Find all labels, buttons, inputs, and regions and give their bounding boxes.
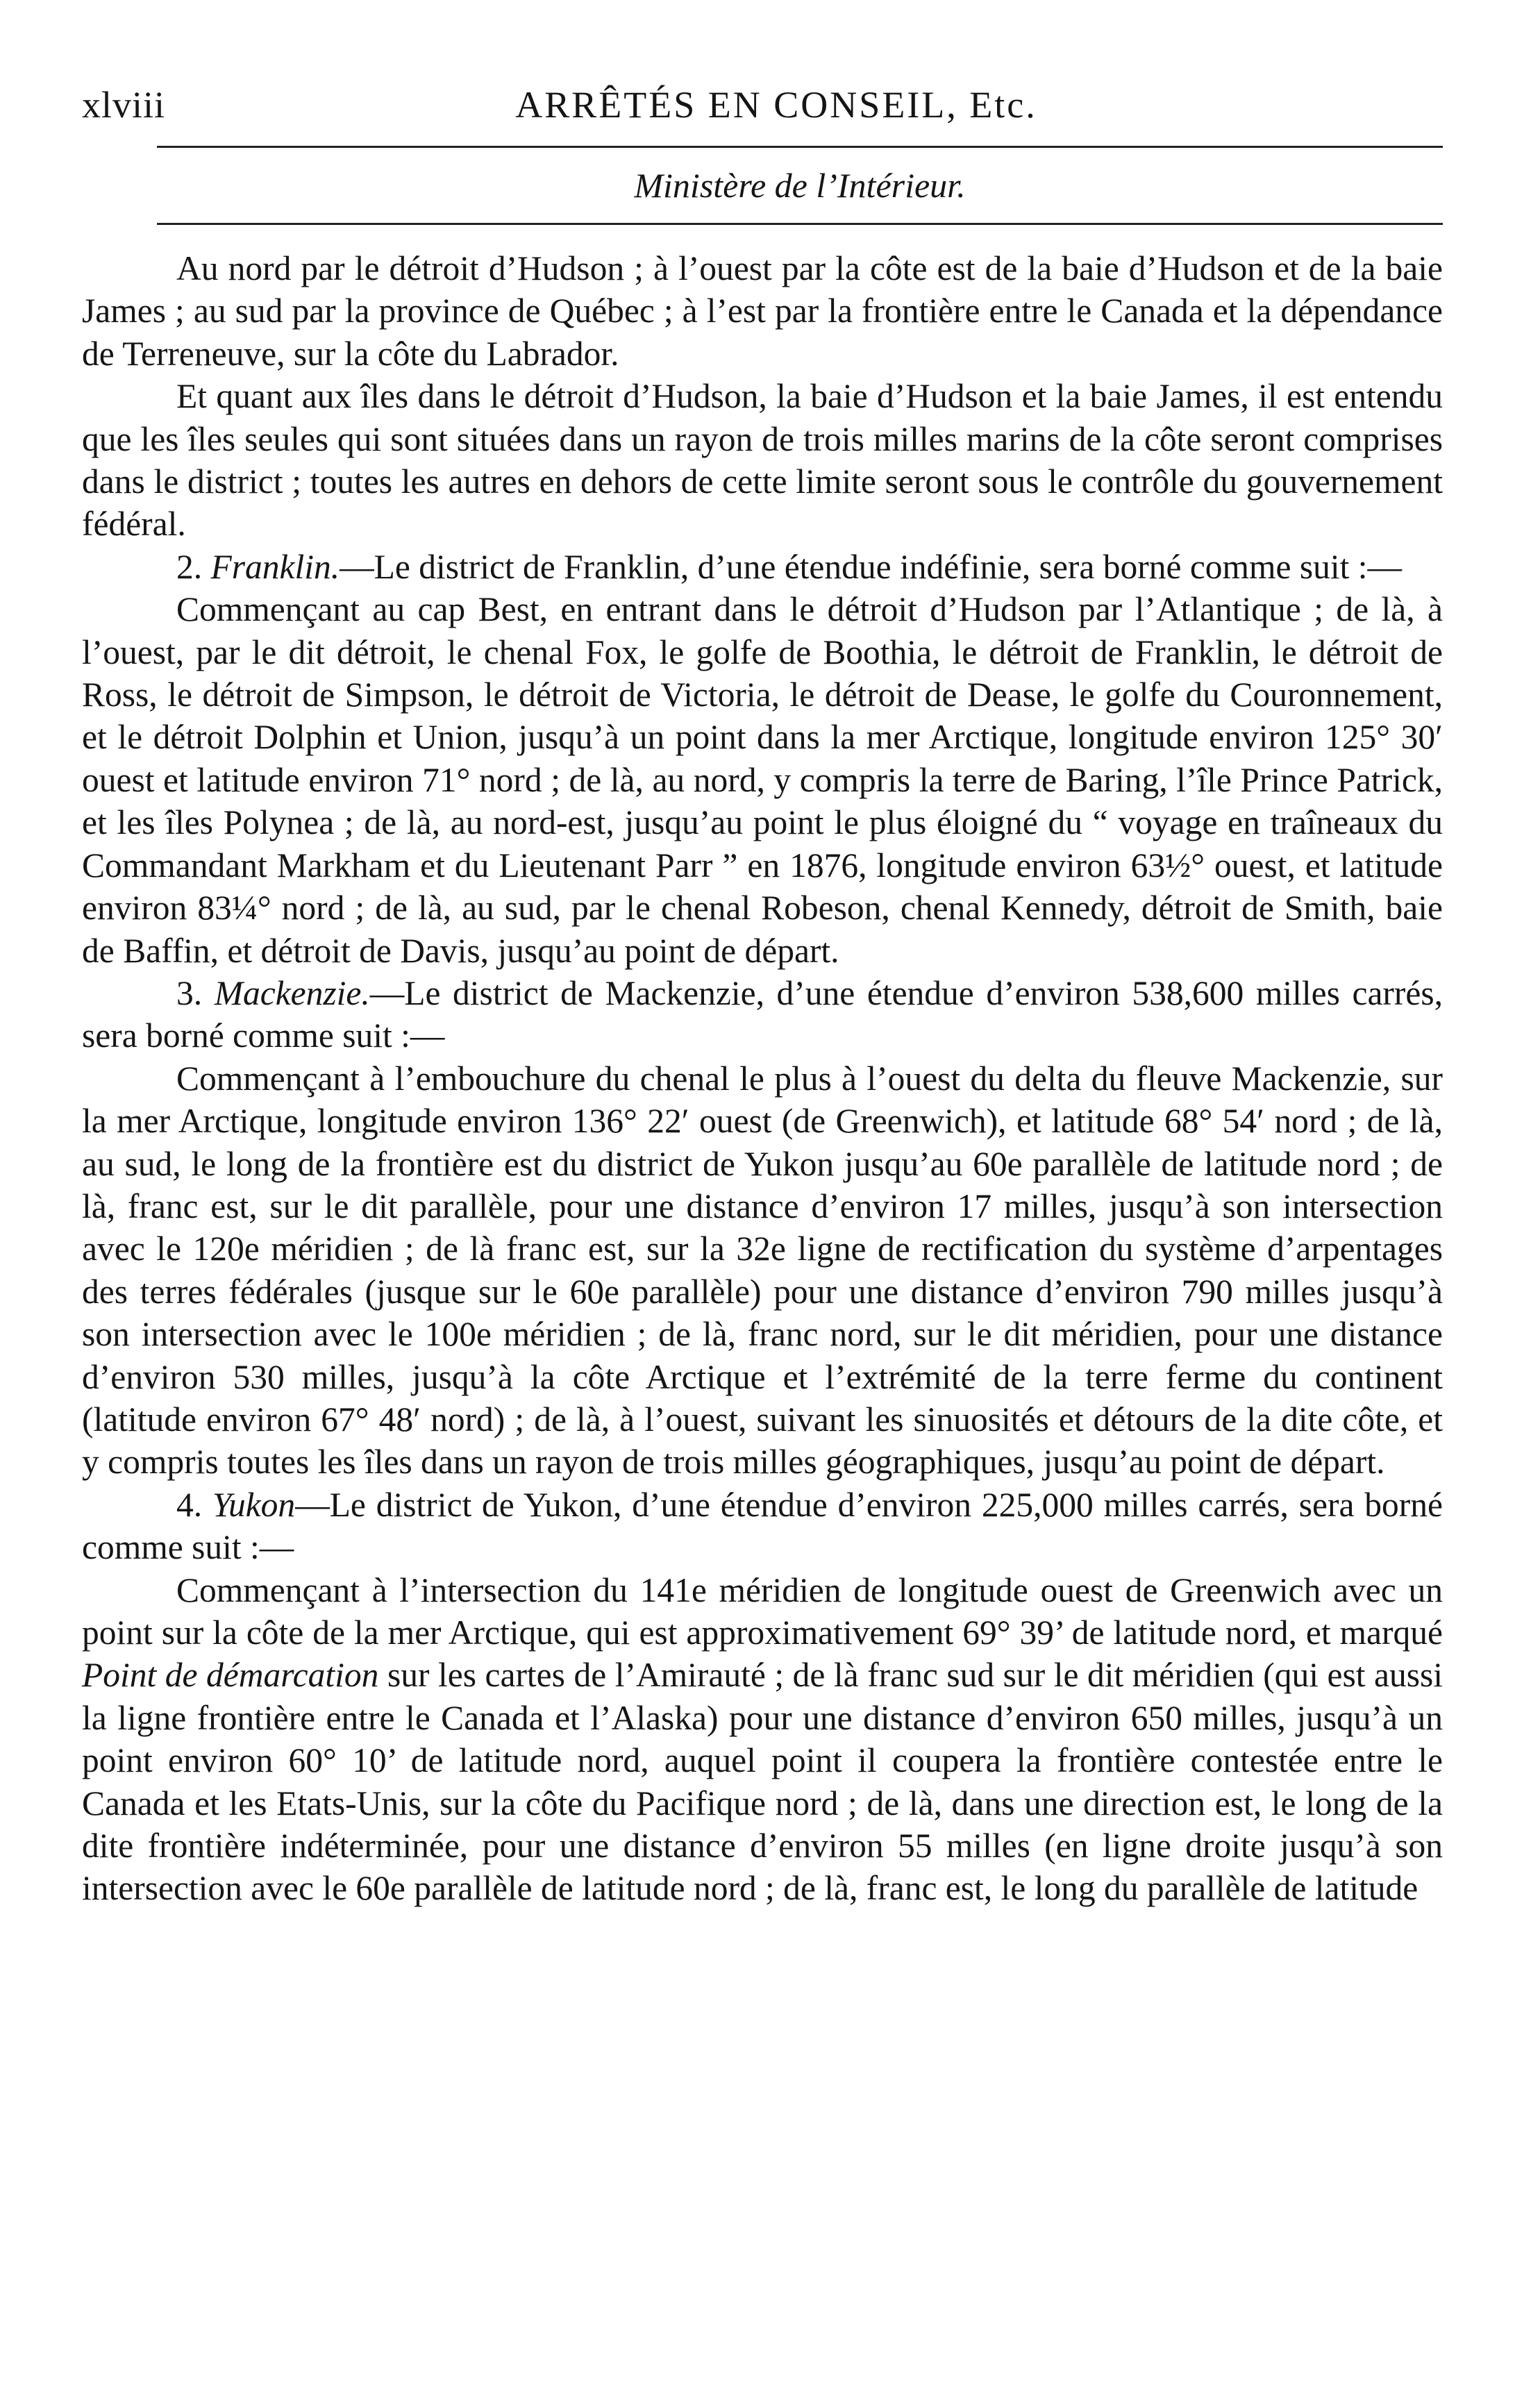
section-title: Ministère de l’Intérieur. bbox=[634, 166, 966, 205]
paragraph-text: Commençant à l’embouchure du chenal le plus à l’ouest du delta du fleuve Mackenzie, sur la mer Arctique, longitude environ 136° 22′ ouest (de Greenwich), et latitude 68° 54′ nord ; de là, au sud, le long de la frontière est du district de Yukon jusqu’au 60e parallèle de latitude nord ; de là, franc est, sur le dit parallèle, pour une distance d’environ 17 milles, jusqu’à son intersection avec le 120e méridien ; de là franc est, sur la 32e ligne de rectification du système d’arpentages des terres fédérales (jusque sur le 60e parallèle) pour une distance d’environ 790 milles jusqu’à son intersection avec le 100e méridien ; de là, franc nord, sur le dit méridien, pour une distance d’environ 530 milles, jusqu’à la côte Arctique et l’extrémité de la terre ferme du continent (latitude environ 67° 48′ nord) ; de là, à l’ouest, suivant les sinuosités et détours de la dite côte, et y compris toutes les îles dans un rayon de trois milles géographiques, jusqu’au point de départ. bbox=[82, 1059, 1443, 1482]
paragraph-text: —Le district de Mackenzie, d’une étendue d’environ 538,600 milles carrés, sera borné comme suit :— bbox=[82, 973, 1443, 1055]
paragraph-text: —Le district de Yukon, d’une étendue d’environ 225,000 milles carrés, sera borné comme suit :— bbox=[82, 1485, 1443, 1567]
paragraph-text-continued: sur les cartes de l’Amirauté ; de là franc sud sur le dit méridien (qui est aussi la ligne frontière entre le Canada et l’Alaska) pour une distance d’environ 650 milles, jusqu’à un point environ 60° 10’ de latitude nord, auquel point il coupera la frontière contestée entre le Canada et les Etats-Unis, sur la côte du Pacifique nord ; de là, dans une direction est, le long de la dite frontière indéterminée, pour une distance d’environ 55 milles (en ligne droite jusqu’à son intersection avec le 60e parallèle de latitude nord ; de là, franc est, le long du parallèle de latitude bbox=[82, 1656, 1443, 1908]
paragraph-district-franklin bbox=[82, 546, 1443, 588]
paragraph-text: Et quant aux îles dans le détroit d’Hudson, la baie d’Hudson et la baie James, il est entendu que les îles seules qui sont situées dans un rayon de trois milles marins de la côte seront comprises dans le district ; toutes les autres en dehors de cette limite seront sous le contrôle du gouvernement fédéral. bbox=[82, 377, 1443, 544]
paragraph-text: Commençant à l’intersection du 141e méridien de longitude ouest de Greenwich avec un point sur la côte de la mer Arctique, qui est approximativement 69° 39’ de latitude nord, et marqué bbox=[82, 1570, 1443, 1652]
paragraph-district-yukon bbox=[82, 1484, 1443, 1569]
paragraph bbox=[82, 375, 1443, 546]
paragraph bbox=[82, 1569, 1443, 1910]
emphasis-text: Point de démarcation bbox=[82, 1656, 379, 1695]
page-number: xlviii bbox=[82, 84, 166, 126]
section-number: 3. bbox=[176, 973, 203, 1012]
paragraph bbox=[82, 588, 1443, 972]
district-heading: Franklin. bbox=[210, 547, 340, 586]
paragraph-text: Au nord par le détroit d’Hudson ; à l’ouest par la côte est de la baie d’Hudson et de la baie James ; au sud par la province de Québec ; à l’est par la frontière entre le Canada et la dépendance de Terreneuve, sur la côte du Labrador. bbox=[82, 249, 1443, 373]
paragraph bbox=[82, 247, 1443, 375]
paragraph bbox=[82, 1057, 1443, 1484]
page bbox=[82, 69, 1443, 1910]
paragraph-text: —Le district de Franklin, d’une étendue indéfinie, sera borné comme suit :— bbox=[340, 547, 1403, 586]
district-heading: Mackenzie. bbox=[214, 973, 370, 1012]
running-title: ARRÊTÉS EN CONSEIL, Etc. bbox=[515, 84, 1037, 126]
section-number: 2. bbox=[176, 547, 203, 586]
body-text bbox=[82, 247, 1443, 1910]
bottom-rule bbox=[157, 223, 1443, 225]
paragraph-district-mackenzie bbox=[82, 972, 1443, 1057]
district-heading: Yukon bbox=[212, 1485, 296, 1524]
paragraph-text: Commençant au cap Best, en entrant dans le détroit d’Hudson par l’Atlantique ; de là, à l’ouest, par le dit détroit, le chenal Fox, le golfe de Boothia, le détroit de Franklin, le détroit de Ross, le détroit de Simpson, le détroit de Victoria, le détroit de Dease, le golfe du Couronnement, et le détroit Dolphin et Union, jusqu’à un point dans la mer Arctique, longitude environ 125° 30′ ouest et latitude environ 71° nord ; de là, au nord, y compris la terre de Baring, l’île Prince Patrick, et les îles Polynea ; de là, au nord-est, jusqu’au point le plus éloigné du “ voyage en traîneaux du Commandant Markham et du Lieutenant Parr ” en 1876, longitude environ 63½° ouest, et latitude environ 83¼° nord ; de là, au sud, par le chenal Robeson, chenal Kennedy, détroit de Smith, baie de Baffin, et détroit de Davis, jusqu’au point de départ. bbox=[82, 590, 1443, 970]
section-number: 4. bbox=[176, 1485, 203, 1524]
page-header bbox=[82, 69, 1443, 146]
